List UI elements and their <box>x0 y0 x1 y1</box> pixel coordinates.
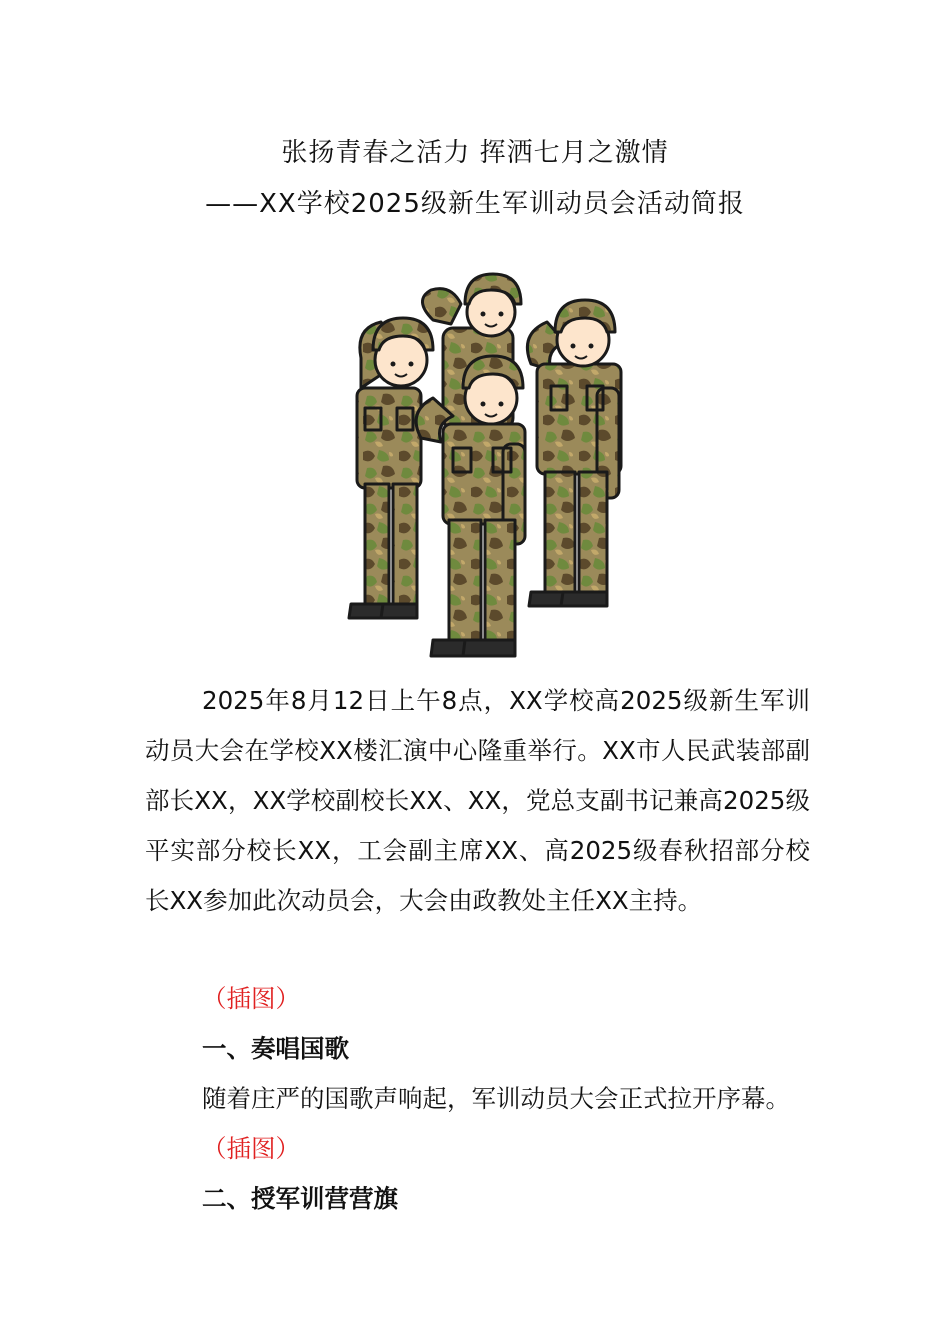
document-title: 张扬青春之活力 挥洒七月之激情 <box>281 138 669 168</box>
soldier-left <box>349 318 433 618</box>
soldier-right <box>527 300 621 606</box>
saluting-soldiers-illustration <box>325 268 625 670</box>
soldier-front <box>416 356 525 656</box>
section-heading-anthem: 一、奏唱国歌 <box>202 1034 349 1063</box>
section-heading-flag: 二、授军训营营旗 <box>202 1184 398 1213</box>
document-subtitle: ——XX学校2025级新生军训动员会活动简报 <box>205 189 745 219</box>
image-placeholder-2: （插图） <box>202 1134 300 1163</box>
intro-paragraph: 2025年8月12日上午8点，XX学校高2025级新生军训动员大会在学校XX楼汇演中心隆重举行。XX市人民武装部副部长XX，XX学校副校长XX、XX，党总支副书记兼高2025级平实部分校长XX，工会副主席XX、高2025级春秋招部分校长XX参加此次动员会，大会由政教处主任XX主持。 <box>145 686 810 915</box>
section-text-anthem: 随着庄严的国歌声响起，军训动员大会正式拉开序幕。 <box>202 1084 790 1113</box>
image-placeholder-1: （插图） <box>202 984 300 1013</box>
